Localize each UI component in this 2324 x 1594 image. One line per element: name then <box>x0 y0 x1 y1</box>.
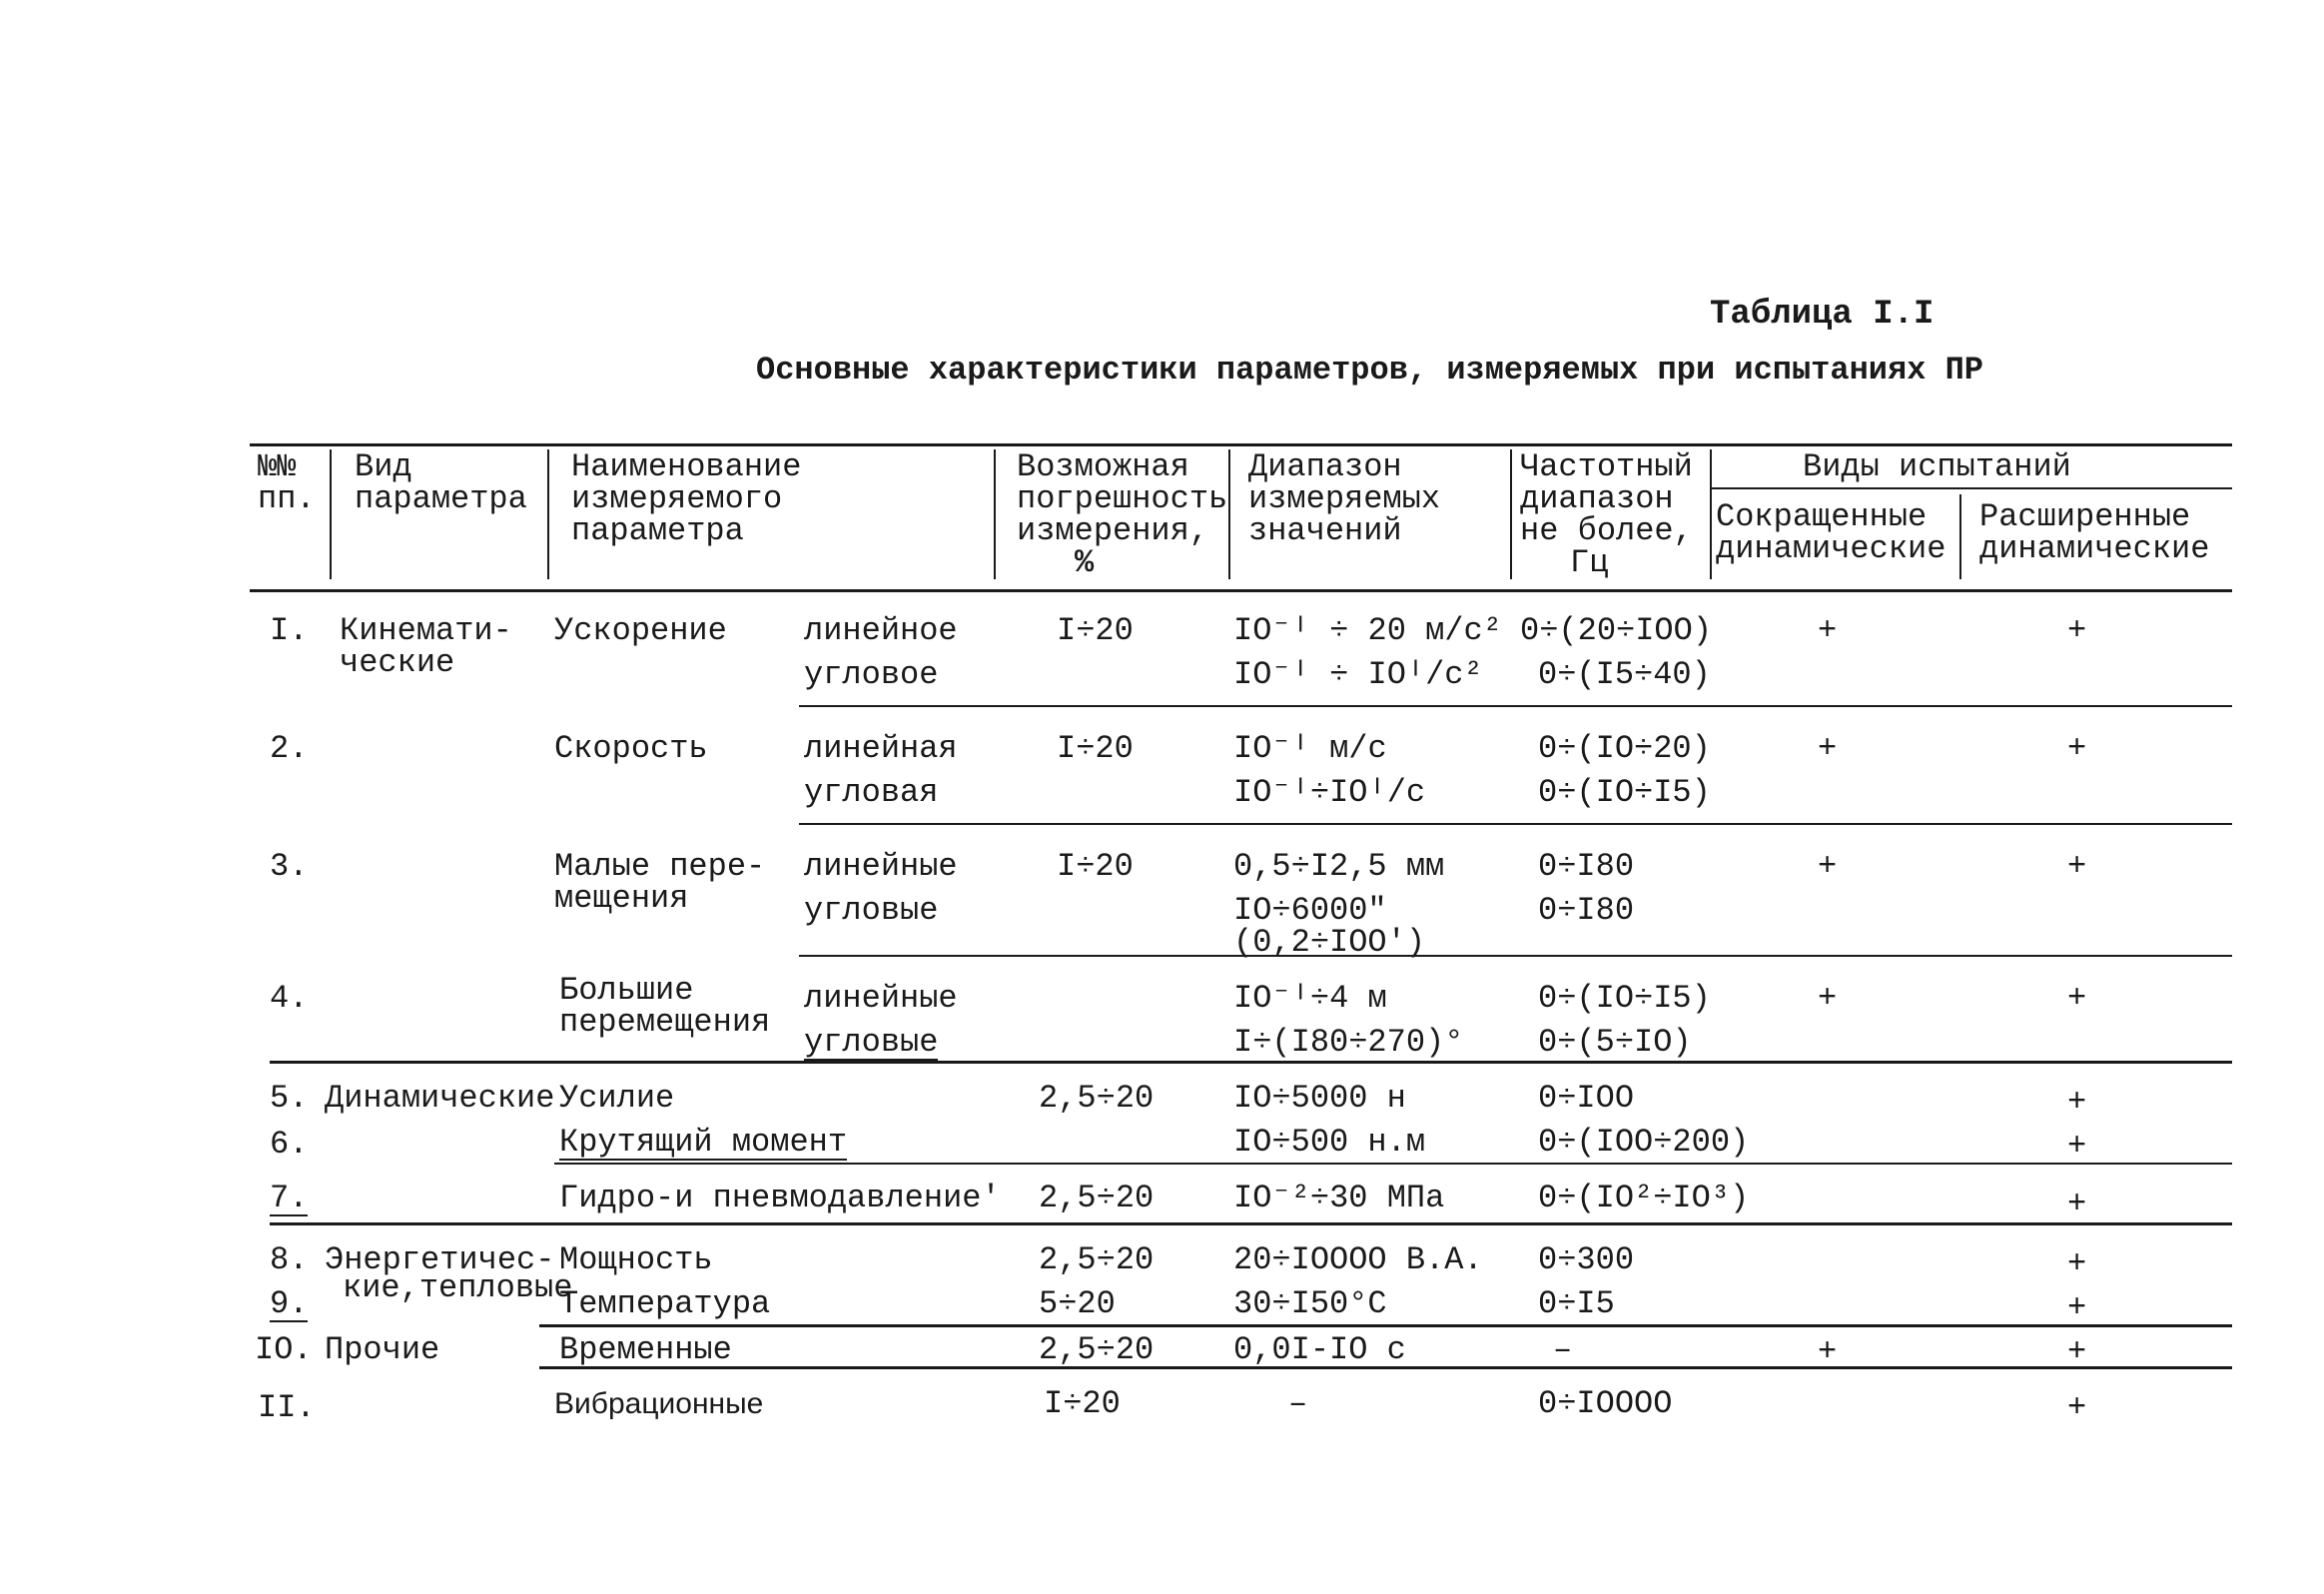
row-name: Вибрационные <box>554 1387 764 1420</box>
row-range: IO⁻ᴵ÷IOᴵ/с <box>1233 774 1426 811</box>
row-range: 20÷IOOOO В.А. <box>1233 1241 1483 1278</box>
row-freq: 0÷IOOOO <box>1538 1385 1673 1422</box>
row-ext: + <box>2067 848 2087 885</box>
row-range: 0,5÷I2,5 мм <box>1233 848 1445 885</box>
row-range: IO÷5000 н <box>1233 1080 1406 1117</box>
row-rule <box>539 1366 2232 1369</box>
row-name: Мощность <box>559 1241 713 1278</box>
row-freq: 0÷(20÷IOO) <box>1520 612 1713 649</box>
row-short: + <box>1818 1333 1838 1370</box>
row-kind: Прочие <box>325 1331 440 1368</box>
row-num: 4. <box>270 980 309 1017</box>
row-kind: Энергетичес- кие,тепловые <box>325 1241 573 1306</box>
row-num: 2. <box>270 730 309 767</box>
row-sub: угловые <box>804 892 939 929</box>
header-range: Диапазон измеряемых значений <box>1248 448 1441 549</box>
row-freq: 0÷IOO <box>1538 1080 1635 1117</box>
row-freq: 0÷(I5÷40) <box>1538 656 1711 693</box>
row-ext: + <box>2067 612 2087 649</box>
row-range: – <box>1288 1385 1308 1422</box>
row-error: 2,5÷20 <box>1039 1080 1155 1117</box>
header-divider <box>1510 449 1512 579</box>
row-freq: 0÷I5 <box>1538 1285 1615 1322</box>
row-error: I÷20 <box>1057 848 1134 885</box>
row-short: + <box>1818 612 1838 649</box>
row-rule <box>799 823 2232 825</box>
row-error: I÷20 <box>1057 612 1134 649</box>
row-name: Скорость <box>554 730 708 767</box>
row-num: I. <box>270 612 309 649</box>
row-range: I÷(I80÷270)° <box>1233 1024 1464 1061</box>
row-error: 2,5÷20 <box>1039 1241 1155 1278</box>
row-rule <box>539 1324 2232 1327</box>
row-rule <box>799 705 2232 707</box>
row-freq: 0÷(IO÷I5) <box>1538 774 1711 811</box>
row-sub: линейное <box>804 612 958 649</box>
row-range: 30÷I50°С <box>1233 1285 1387 1322</box>
row-range: IO⁻ᴵ÷4 м <box>1233 980 1387 1017</box>
row-freq: 0÷(IO²÷IO³) <box>1538 1180 1750 1216</box>
row-name: Усилие <box>559 1080 675 1117</box>
row-num: 7. <box>270 1180 309 1216</box>
table-number: Таблица I.I <box>1710 296 1935 334</box>
header-divider <box>1710 449 1712 579</box>
header-divider <box>330 449 332 579</box>
row-sub: угловое <box>804 656 939 693</box>
row-ext: + <box>2067 1084 2087 1121</box>
row-error: I÷20 <box>1044 1385 1121 1422</box>
row-ext: + <box>2067 980 2087 1017</box>
row-sub: угловая <box>804 774 939 811</box>
row-rule <box>799 955 2232 957</box>
row-num: 9. <box>270 1285 309 1322</box>
row-freq: 0÷(IO÷20) <box>1538 730 1711 767</box>
row-kind: Кинемати- ческие <box>340 612 512 681</box>
row-rule <box>270 1222 2232 1225</box>
row-name: Крутящий момент <box>559 1124 848 1161</box>
row-freq: 0÷(IO÷I5) <box>1538 980 1711 1017</box>
header-divider <box>1228 449 1230 579</box>
row-sub: линейные <box>804 980 958 1017</box>
row-ext: + <box>2067 1289 2087 1326</box>
row-freq: – <box>1553 1331 1573 1368</box>
row-range: IO÷500 н.м <box>1233 1124 1426 1161</box>
header-error: Возможная погрешность измерения, % <box>1017 448 1228 581</box>
row-name: Малые пере- мещения <box>554 848 766 917</box>
row-error: I÷20 <box>1057 730 1134 767</box>
row-rule <box>270 1061 2232 1064</box>
row-short: + <box>1818 980 1838 1017</box>
row-ext: + <box>2067 1128 2087 1165</box>
row-freq: 0÷(IOO÷200) <box>1538 1124 1750 1161</box>
row-num: 8. <box>270 1241 309 1278</box>
row-range: IO⁻²÷30 МПа <box>1233 1180 1445 1216</box>
row-name: Ускорение <box>554 612 727 649</box>
row-ext: + <box>2067 1333 2087 1370</box>
row-name: Временные <box>559 1331 732 1368</box>
row-rule <box>554 1163 2232 1165</box>
table-title: Основные характеристики параметров, измеряемых при испытаниях ПР <box>756 352 1983 389</box>
row-sub: угловые <box>804 1024 939 1061</box>
header-divider <box>1959 494 1961 579</box>
row-error: 2,5÷20 <box>1039 1180 1155 1216</box>
row-freq: 0÷300 <box>1538 1241 1635 1278</box>
row-range: IO÷6000" (0,2÷IOO') <box>1233 892 1426 961</box>
row-num: 5. <box>270 1080 309 1117</box>
row-num: 3. <box>270 848 309 885</box>
row-kind: Динамические <box>325 1080 555 1117</box>
row-error: 5÷20 <box>1039 1285 1116 1322</box>
row-num: IO. <box>255 1331 313 1368</box>
table-top-rule <box>250 443 2232 446</box>
row-ext: + <box>2067 1389 2087 1426</box>
row-ext: + <box>2067 1186 2087 1222</box>
row-freq: 0÷I80 <box>1538 892 1635 929</box>
row-name: Гидро-и пневмодавление' <box>559 1180 1001 1216</box>
row-freq: 0÷I80 <box>1538 848 1635 885</box>
row-ext: + <box>2067 1245 2087 1282</box>
row-range: IO⁻ᴵ ÷ 20 м/с² <box>1233 612 1502 649</box>
row-error: 2,5÷20 <box>1039 1331 1155 1368</box>
header-tests: Виды испытаний <box>1803 448 2071 485</box>
row-short: + <box>1818 730 1838 767</box>
header-short: Сокращенные динамические <box>1716 498 1946 567</box>
row-freq: 0÷(5÷IO) <box>1538 1024 1692 1061</box>
header-kind: Вид параметра <box>355 448 527 517</box>
header-bottom-rule <box>250 589 2232 592</box>
tests-sub-rule <box>1710 487 2232 489</box>
row-short: + <box>1818 848 1838 885</box>
row-sub: линейные <box>804 848 958 885</box>
header-ext: Расширенные динамические <box>1979 498 2210 567</box>
header-divider <box>547 449 549 579</box>
row-sub: линейная <box>804 730 958 767</box>
row-range: IO⁻ᴵ ÷ IOᴵ/с² <box>1233 656 1483 693</box>
row-name: Большие перемещения <box>559 972 771 1041</box>
row-ext: + <box>2067 730 2087 767</box>
row-range: IO⁻ᴵ м/с <box>1233 730 1387 767</box>
row-num: 6. <box>270 1126 309 1163</box>
row-range: 0,0I-IO с <box>1233 1331 1406 1368</box>
row-name: Температура <box>559 1285 771 1322</box>
header-num: №№ пп. <box>258 448 316 517</box>
header-name: Наименование измеряемого параметра <box>571 448 802 549</box>
header-freq: Частотный диапазон не более, Гц <box>1520 448 1693 581</box>
row-num: II. <box>258 1389 316 1426</box>
header-divider <box>994 449 996 579</box>
